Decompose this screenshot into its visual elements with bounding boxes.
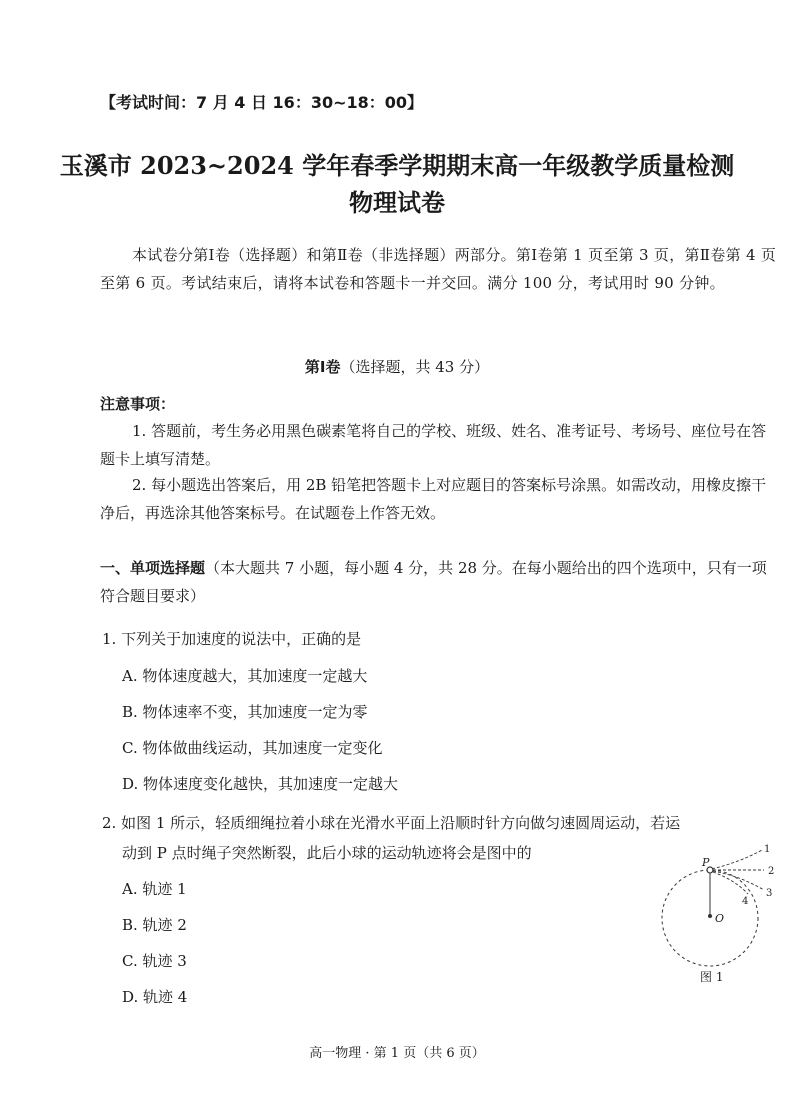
part-heading [100, 554, 780, 610]
section-desc: （选择题，共 43 分） [340, 358, 490, 376]
question-2-option-a: A. 轨迹 1 [122, 880, 187, 898]
question-2-option-d: D. 轨迹 4 [122, 988, 188, 1006]
page-footer: 高一物理 · 第 1 页（共 6 页） [309, 1046, 485, 1061]
notice-item: 1. 答题前，考生务必用黑色碳素笔将自己的学校、班级、姓名、准考证号、考场号、座位号在答题卡上填写清楚。 [100, 422, 767, 468]
label-1: 1 [764, 844, 771, 855]
question-2-option-c: C. 轨迹 3 [122, 952, 187, 970]
part-desc: （本大题共 7 小题，每小题 4 分，共 28 分。在每小题给出的四个选项中，只有一项符合题目要求） [100, 559, 767, 605]
center-o [708, 914, 712, 918]
question-1-option-d: D. 物体速度变化越快，其加速度一定越大 [122, 775, 399, 793]
section-heading [0, 356, 794, 377]
label-o: O [715, 912, 725, 925]
label-4: 4 [742, 896, 749, 907]
label-p: P [702, 856, 710, 869]
exam-time: 【考试时间：7 月 4 日 16：30~18：00】 [100, 93, 424, 112]
figure-1-caption: 图 1 [700, 970, 724, 984]
exam-subtitle: 物理试卷 [349, 188, 445, 217]
trajectory-4 [713, 872, 748, 894]
question-1-option-c: C. 物体做曲线运动，其加速度一定变化 [122, 739, 383, 757]
trajectory-3 [713, 871, 764, 890]
section-name: 第Ⅰ卷 [304, 358, 341, 376]
question-1-option-b: B. 物体速率不变，其加速度一定为零 [122, 703, 368, 721]
notice-heading: 注意事项： [100, 395, 176, 413]
question-1-stem: 1. 下列关于加速度的说法中，正确的是 [102, 630, 362, 648]
part-title: 一、单项选择题 [100, 559, 206, 577]
figure-1-circular-motion [660, 838, 780, 988]
exam-title: 玉溪市 2023~2024 学年春季学期期末高一年级教学质量检测 [59, 151, 735, 180]
intro-paragraph: 本试卷分第Ⅰ卷（选择题）和第Ⅱ卷（非选择题）两部分。第Ⅰ卷第 1 页至第 3 页，第Ⅱ卷第 4 页至第 6 页。考试结束后，请将本试卷和答题卡一并交回。满分 100 分，考试用时 90 分钟。 [100, 246, 777, 292]
trajectory-1 [712, 850, 762, 869]
question-2-option-b: B. 轨迹 2 [122, 916, 187, 934]
question-1-option-a: A. 物体速度越大，其加速度一定越大 [122, 667, 368, 685]
label-3: 3 [766, 888, 773, 899]
question-2-stem: 2. 如图 1 所示，轻质细绳拉着小球在光滑水平面上沿顺时针方向做匀速圆周运动，若运 [102, 814, 681, 832]
notice-item: 2. 每小题选出答案后，用 2B 铅笔把答题卡上对应题目的答案标号涂黑。如需改动，用橡皮擦干净后，再选涂其他答案标号。在试题卷上作答无效。 [100, 476, 767, 522]
label-2: 2 [768, 866, 775, 877]
question-2-stem-cont: 动到 P 点时绳子突然断裂，此后小球的运动轨迹将会是图中的 [122, 844, 532, 862]
